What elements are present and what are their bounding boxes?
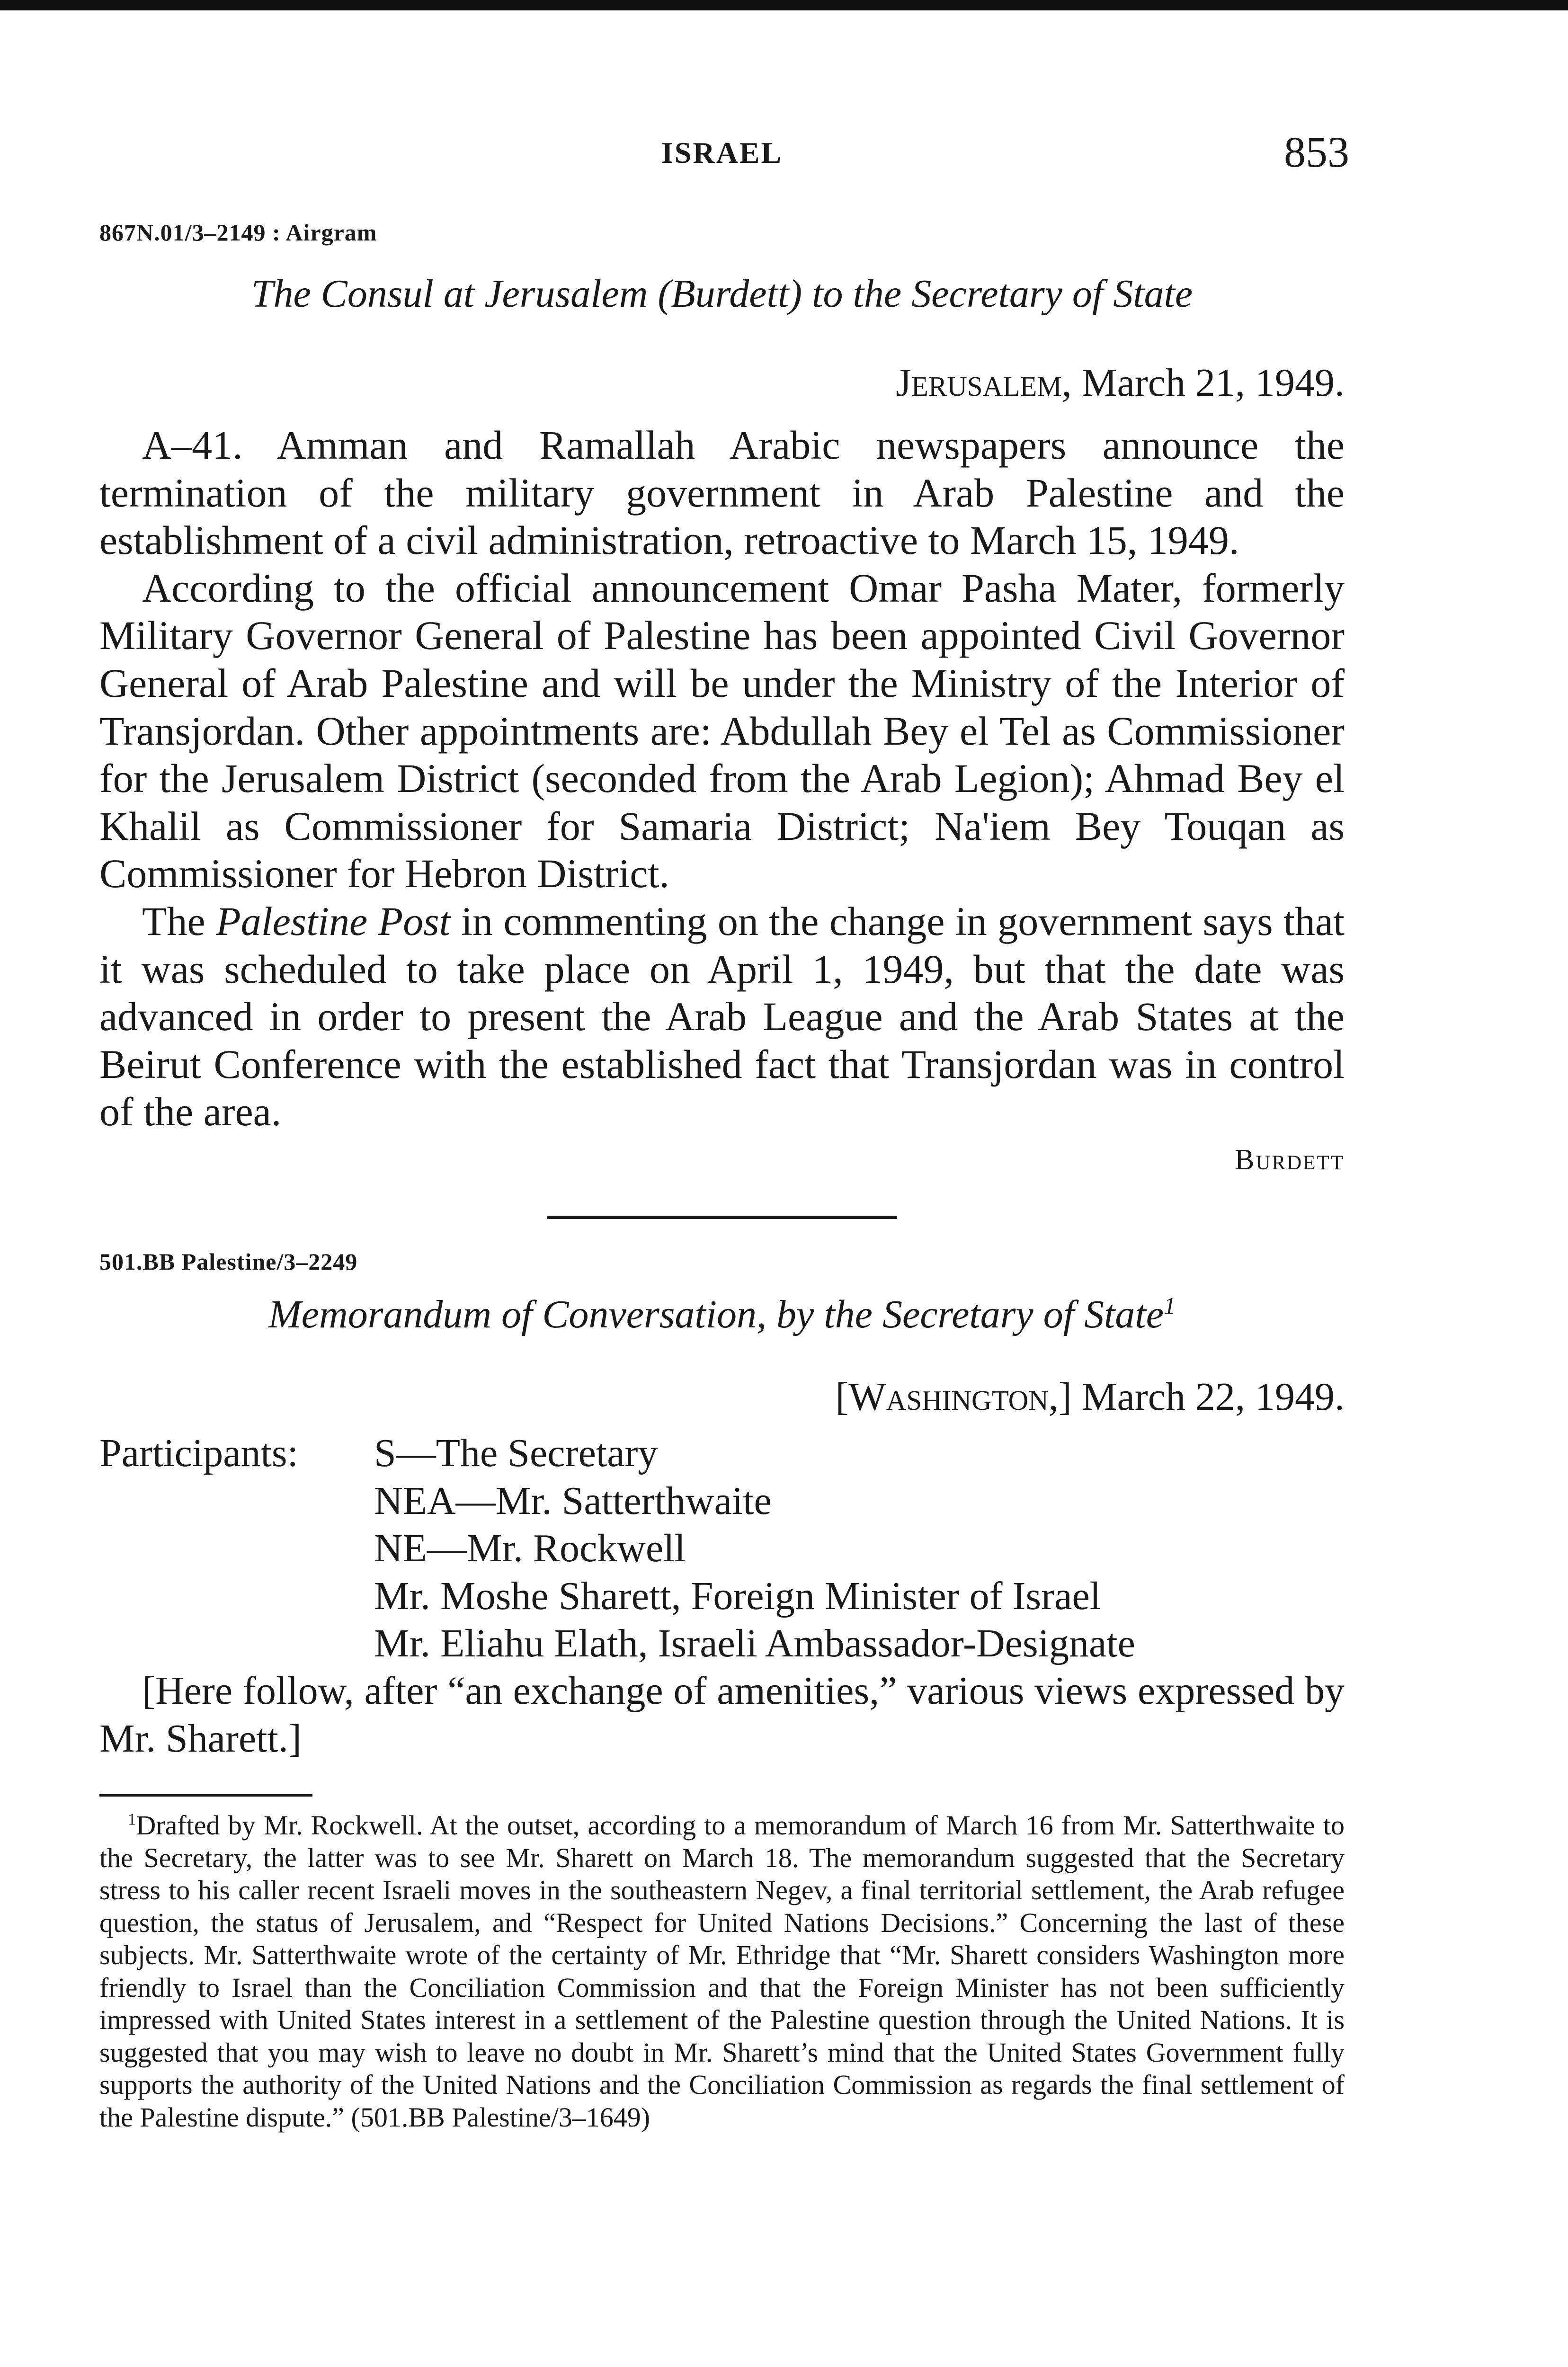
- participant: NE—Mr. Rockwell: [374, 1526, 686, 1570]
- participants-label: Participants:: [99, 1431, 298, 1475]
- footnote-paragraph: [99, 1809, 1345, 2134]
- doc1-paragraph-3-lead: The: [142, 898, 216, 944]
- publication-name: Palestine Post: [216, 898, 451, 944]
- doc2-dateline-place: Washington: [848, 1375, 1049, 1419]
- doc1-paragraph-1-text: Amman and Ramallah Arabic newspapers announce the termination of the military government in Arab Palestine and the establishment of a civil administration, retroactive to March 15, 1949.: [99, 422, 1345, 563]
- doc1-file-ref: 867N.01/3–2149 : Airgram: [99, 219, 377, 246]
- section-divider: [547, 1216, 897, 1219]
- participant: S—The Secretary: [374, 1431, 658, 1475]
- doc1-paragraph-1: [99, 421, 1345, 564]
- doc1-paragraph-2: According to the official announcement Omar Pasha Mater, formerly Military Governor General of Palestine has been appointed Civil Governor General of Arab Palestine and will be under the Ministry of the Interior of Transjordan. Other appointments are: Abdullah Bey el Tel as Commissioner for the Jerusalem District (seconded from the Arab Legion); Ahmad Bey el Khalil as Commissioner for Samaria District; Na'iem Bey Touqan as Commissioner for Hebron District.: [99, 565, 1345, 897]
- participant: NEA—Mr. Satterthwaite: [374, 1478, 772, 1523]
- doc1-title: The Consul at Jerusalem (Burdett) to the Secretary of State: [251, 272, 1193, 316]
- participant: Mr. Eliahu Elath, Israeli Ambassador-Designate: [374, 1621, 1135, 1665]
- participant: Mr. Moshe Sharett, Foreign Minister of Israel: [374, 1574, 1101, 1618]
- doc1-signature: Burdett: [1235, 1144, 1345, 1176]
- footnote-rule: [99, 1794, 312, 1797]
- footnote-text: Drafted by Mr. Rockwell. At the outset, according to a memorandum of March 16 from Mr. Satterthwaite to the Secretary, the latter was to see Mr. Sharett on March 18. The memorandum suggested that the Secretary stress to his caller recent Israeli moves in the southeastern Negev, a final territorial settlement, the Arab refugee question, the status of Jerusalem, and “Respect for United Nations Decisions.” Concerning the last of these subjects. Mr. Satterthwaite wrote of the certainty of Mr. Ethridge that “Mr. Sharett considers Washington more friendly to Israel than the Conciliation Commission and that the Foreign Minister has not been sufficiently impressed with United States interest in a settlement of the Palestine question through the United Nations. It is suggested that you may wish to leave no doubt in Mr. Sharett’s mind that the United States Government fully supports the authority of the United Nations and the Conciliation Commission as regards the final settlement of the Palestine dispute.” (501.BB Palestine/3–1649): [99, 1810, 1345, 2133]
- footnote-marker: 1: [128, 1810, 136, 1829]
- doc2-title: [99, 1291, 1345, 1337]
- doc2-dateline: [835, 1374, 1345, 1420]
- doc2-dateline-date: ,] March 22, 1949.: [1048, 1375, 1345, 1419]
- doc1-dateline: [896, 360, 1345, 406]
- doc1-dateline-place: Jerusalem: [896, 361, 1062, 405]
- participants-list: [374, 1430, 1135, 1668]
- footnote-reference: 1: [1164, 1292, 1176, 1319]
- doc1-dateline-date: , March 21, 1949.: [1061, 361, 1345, 405]
- footnote: [99, 1809, 1345, 2134]
- airgram-number: A–41.: [142, 422, 243, 468]
- running-head: [99, 127, 1349, 179]
- editorial-note-text: [Here follow, after “an exchange of amenities,” various views expressed by Mr. Sharett.]: [99, 1669, 1345, 1761]
- doc1-paragraph-3: [99, 898, 1345, 1136]
- editorial-note: [99, 1667, 1345, 1762]
- page-number: 853: [1284, 128, 1349, 176]
- doc1-body: [99, 421, 1345, 1136]
- doc1-paragraph-3-rest: in commenting on the change in government says that it was scheduled to take place on April 1, 1949, but that the date was advanced in order to present the Arab League and the Arab States at the Beirut Conference with the established fact that Transjordan was in control of the area.: [99, 898, 1345, 1135]
- doc2-dateline-open: [: [835, 1375, 849, 1419]
- doc2-file-ref: 501.BB Palestine/3–2249: [99, 1248, 358, 1275]
- top-border: [0, 0, 1568, 10]
- doc2-title-text: Memorandum of Conversation, by the Secretary of State: [268, 1292, 1164, 1336]
- running-title: ISRAEL: [661, 136, 783, 169]
